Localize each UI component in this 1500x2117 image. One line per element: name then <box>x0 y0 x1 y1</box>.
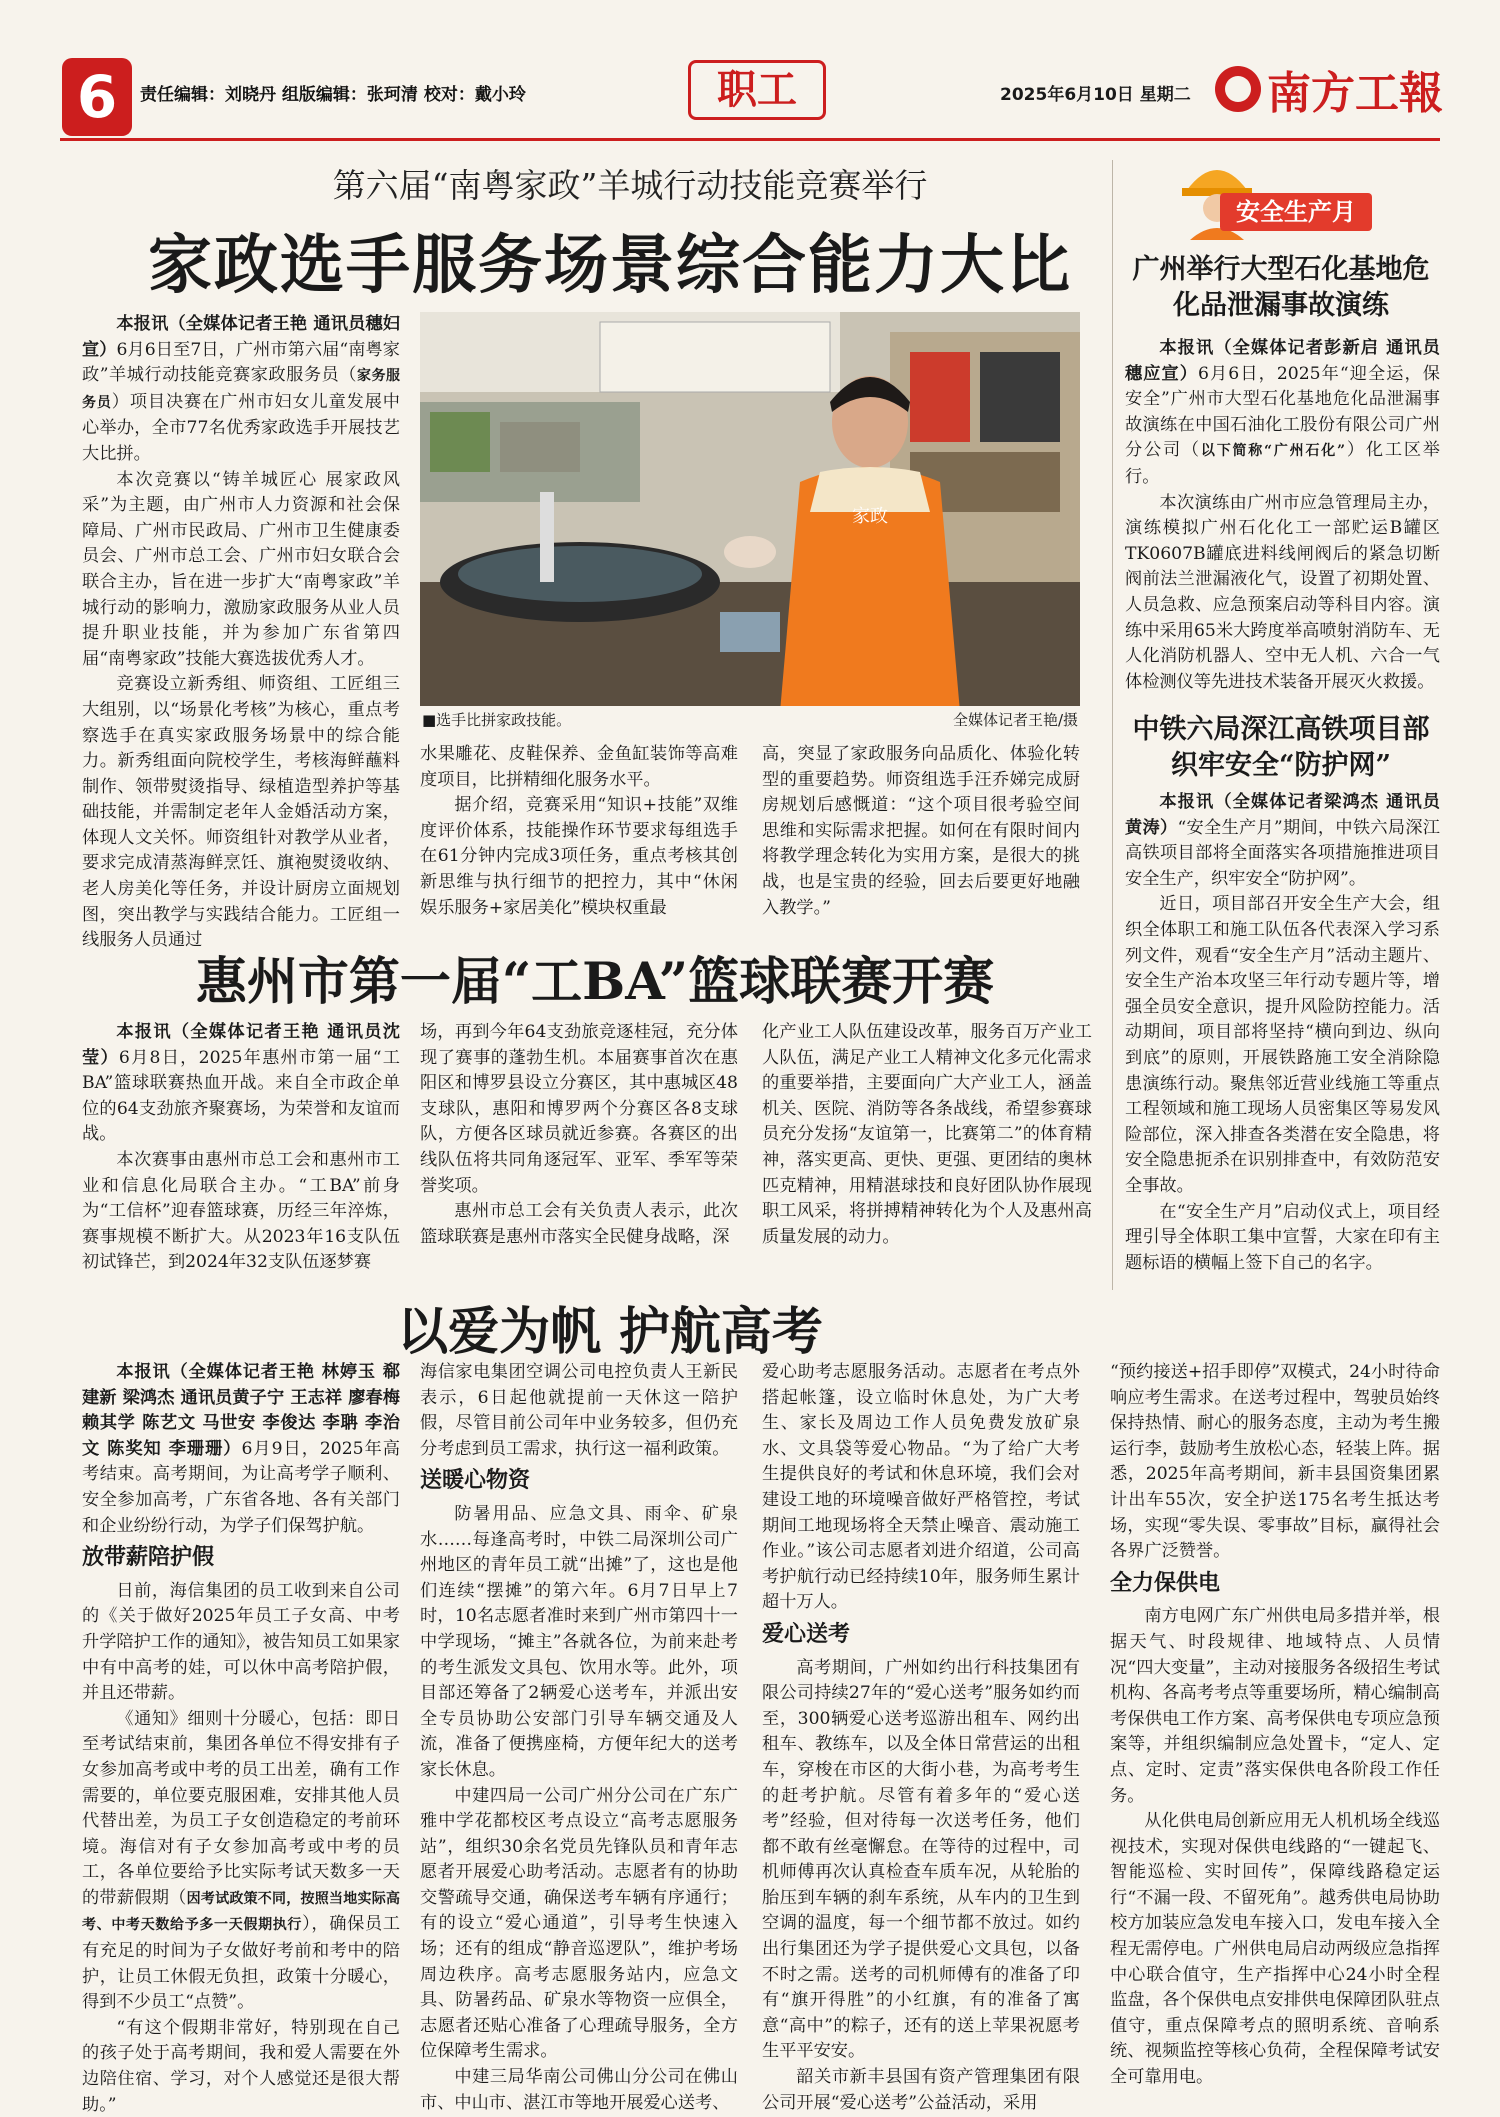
article3-byline: 本报讯（全媒体记者王艳 林婷玉 郗建新 梁鸿杰 通讯员黄子宁 王志祥 廖春梅 赖其学 陈艺文 马世安 李俊达 李聃 李治文 陈奖知 李珊珊） <box>82 1362 400 1459</box>
sidebar-article2-lead: “安全生产月”期间，中铁六局深江高铁项目部将全面落实各项措施推进项目安全生产，织牢安全“防护网”。 <box>1125 817 1440 889</box>
safety-month-badge: 安全生产月 <box>1220 193 1372 231</box>
article3-subhead-1: 放带薪陪护假 <box>82 1545 215 1571</box>
logo-text: 南方工報 <box>1267 68 1443 119</box>
article2-col2-p2: 惠州市总工会有关负责人表示，此次篮球联赛是惠州市落实全民健身战略，深 <box>420 1201 738 1247</box>
article1-col2-p1: 水果雕花、皮鞋保养、金鱼缸装饰等高难度项目，比拼精细化服务水平。 <box>420 744 738 790</box>
photo-illustration <box>420 312 1080 724</box>
sidebar-article2-body <box>1125 790 1440 1276</box>
masthead-rule <box>60 138 1440 141</box>
article1-subtitle: 第六届“南粤家政”羊城行动技能竞赛举行 <box>332 166 928 205</box>
article3-s3-p1: 高考期间，广州如约出行科技集团有限公司持续27年的“爱心送考”服务如约而至，300辆爱心送考巡游出租车、网约出租车、教练车，以及全体日常营运的出租车，穿梭在市区的大街小巷，为高考考生的赶考护航。尽管有着多年的“爱心送考”经验，但对待每一次送考任务，他们都不敢有丝毫懈怠。在等待的过程中，司机师傅再次认真检查车质车况，从轮胎的胎压到车辆的刹车系统，从车内的卫生到空调的温度，每一个细节都不放过。如约出行集团还为学子提供爱心文具包，以备不时之需。送考的司机师傅有的准备了印有“旗开得胜”的小红旗，有的准备了寓意“高中”的粽子，还有的送上苹果祝愿考生平平安安。 <box>762 1657 1080 2062</box>
sidebar-article2-byline: 本报讯（全媒体记者梁鸿杰 通讯员黄涛） <box>1125 792 1440 838</box>
article3-subhead-3: 爱心送考 <box>762 1621 851 1647</box>
article3-headline: 以爱为帆 护航高考 <box>110 1290 1110 1364</box>
article3-s1-p3: “有这个假期非常好，特别现在自己的孩子处于高考期间，我和爱人需要在外边陪住宿、学习，对个人感觉还是很大帮助。” <box>82 2017 400 2115</box>
photo-caption-bar <box>420 706 1080 733</box>
sidebar-article1-body <box>1125 336 1440 695</box>
sidebar-article1-tail: ）化工区举行。 <box>1125 440 1440 487</box>
article3-col1 <box>82 1360 400 2117</box>
article1-byline: 本报讯（全媒体记者王艳 通讯员穗妇宣） <box>82 314 400 360</box>
article3-s2-p2: 中建四局一公司广州分公司在广东广雅中学花都校区考点设立“高考志愿服务站”，组织30余名党员先锋队员和青年志愿者开展爱心助考活动。志愿者有的协助交警疏导交通，确保送考车辆有序通行；有的设立“爱心通道”，引导考生快速入场；还有的组成“静音巡逻队”，维护考场周边秩序。高考志愿服务站内，应急文具、防暑药品、矿泉水等物资一应俱全，志愿者还贴心准备了心理疏导服务，全方位保障考生需求。 <box>420 1785 738 2062</box>
article2-col1 <box>82 1020 400 1276</box>
article1-lead-note: 家务服务员 <box>82 368 400 411</box>
apron-label: 家政 <box>852 506 888 527</box>
sidebar-article1-p2: 本次演练由广州市应急管理局主办，演练模拟广州石化化工一部贮运B罐区TK0607B罐底进料线闸阀后的紧急切断阀前法兰泄漏液化气，设置了初期处置、人员急救、应急预案启动等科目内容。演练中采用65米大跨度举高喷射消防车、无人化消防机器人、空中无人机、六合一气体检测仪等先进技术装备开展灭火救援。 <box>1125 492 1440 692</box>
article3-subhead-2: 送暖心物资 <box>420 1468 531 1494</box>
article2-byline: 本报讯（全媒体记者王艳 通讯员沈莹） <box>82 1022 400 1068</box>
sidebar-article1-title: 广州举行大型石化基地危化品泄漏事故演练 <box>1132 254 1430 321</box>
newspaper-logo <box>1215 60 1443 118</box>
article1-headline: 家政选手服务场景综合能力大比 <box>148 228 1072 303</box>
sidebar-article1-byline: 本报讯（全媒体记者彭新启 通讯员穗应宣） <box>1125 338 1440 384</box>
article3-s2-p1: 防暑用品、应急文具、雨伞、矿泉水……每逢高考时，中铁二局深圳公司广州地区的青年员工就“出摊”了，这也是他们连续“摆摊”的第六年。6月7日早上7时，10名志愿者准时来到广州市第四十一中学现场，“摊主”各就各位，为前来赴考的考生派发文具包、饮用水等。此外，项目部还筹备了2辆爱心送考车，并派出安全专员协助公安部门引导车辆交通及人流，准备了便携座椅，方便年纪大的送考家长休息。 <box>420 1503 738 1780</box>
page-number: 6 <box>62 58 132 136</box>
article3-s1-p2: 《通知》细则十分暖心，包括：即日至考试结束前，集团各单位不得安排有子女参加高考或中考的员工出差，确有工作需要的，单位要克服困难，安排其他人员代替出差，为员工子女创造稳定的考前环境。海信对有子女参加高考或中考的员工，各单位要给予比实际考试天数多一天的带薪假期（ <box>82 1708 400 1908</box>
photo-caption: ■选手比拼家政技能。 <box>422 711 572 729</box>
article1-lead-tail: ）项目决赛在广州市妇女儿童发展中心举办，全市77名优秀家政选手开展技艺大比拼。 <box>82 391 400 464</box>
article2-headline: 惠州市第一届“工BA”篮球联赛开赛 <box>195 952 995 1012</box>
article2-lead: 6月8日，2025年惠州市第一届“工BA”篮球联赛热血开战。来自全市政企单位的64支劲旅齐聚赛场，为荣誉和友谊而战。 <box>82 1047 400 1145</box>
sidebar-divider <box>1112 160 1113 1290</box>
article2-col2-p1: 场，再到今年64支劲旅竞逐桂冠，充分体现了赛事的蓬勃生机。本届赛事首次在惠阳区和博罗县设立分赛区，其中惠城区48支球队，惠阳和博罗两个分赛区各8支球队，方便各区球员就近参赛。各赛区的出线队伍将共同角逐冠军、亚军、季军等荣誉奖项。 <box>420 1022 738 1196</box>
article1-p2: 本次竞赛以“铸羊城匠心 展家政风采”为主题，由广州市人力资源和社会保障局、广州市民政局、广州市卫生健康委员会、广州市总工会、广州市妇女联合会联合主办，旨在进一步扩大“南粤家政”羊城行动的影响力，激励家政服务从业人员提升职业技能，并为参加广东省第四届“南粤家政”技能大赛选拔优秀人才。 <box>82 469 400 669</box>
article1-p3: 竞赛设立新秀组、师资组、工匠组三大组别，以“场景化考核”为核心，重点考察选手在真实家政服务场景中的综合能力。新秀组面向院校学生，考核海鲜蘸料制作、领带熨烫指导、绿植造型养护等基础技能，并需制定老年人金婚活动方案，体现人文关怀。师资组针对教学从业者，要求完成清蒸海鲜烹饪、旗袍熨烫收纳、老人房美化等任务，并设计厨房立面规划图，突出教学与实践结合能力。工匠组一线服务人员通过 <box>82 674 400 951</box>
section-tag: 职工 <box>688 60 826 120</box>
article2-col2 <box>420 1020 738 1250</box>
article3-s4-p2: 从化供电局创新应用无人机机场全线巡视技术，实现对保供电线路的“一键起飞、智能巡检、实时回传”，保障线路稳定运行“不漏一段、不留死角”。越秀供电局协助校方加装应急发电车接入口，发电车接入全程无需停电。广州供电局启动两级应急指挥中心联合值守，生产指挥中心24小时全程监盘，各个保供电点安排供电保障团队驻点值守，重点保障考点的照明系统、音响系统、视频监控等核心负荷，全程保障考试安全可靠用电。 <box>1110 1811 1440 2088</box>
sidebar-article2-title: 中铁六局深江高铁项目部织牢安全“防护网” <box>1132 714 1430 781</box>
article3-subhead-4: 全力保供电 <box>1110 1570 1221 1596</box>
article3-col2-top: 海信家电集团空调公司电控负责人王新民表示，6日起他就提前一天休这一陪护假，尽管目前公司年中业务较多，但仍充分考虑到员工需求，执行这一福利政策。 <box>420 1362 738 1459</box>
article3-s3-p2: 韶关市新丰县国有资产管理集团有限公司开展“爱心送考”公益活动，采用 <box>762 2067 1080 2113</box>
article3-col4 <box>1110 1360 1440 2091</box>
sidebar-article2-p2: 近日，项目部召开安全生产大会，组织全体职工和施工队伍各代表深入学习系列文件，观看“安全生产月”活动主题片、安全生产治本攻坚三年行动专题片等，增强全员安全意识，提升风险防控能力。活动期间，项目部将坚持“横向到边、纵向到底”的原则，开展铁路施工安全消除隐患演练行动。聚焦邻近营业线施工等重点工程领域和施工现场人员密集区等易发风险部位，深入排查各类潜在安全隐患，将安全隐患扼杀在识别排查中，有效防范安全事故。 <box>1125 894 1440 1196</box>
article2-p2: 本次赛事由惠州市总工会和惠州市工业和信息化局联合主办。“工BA”前身为“工信杯”迎春篮球赛，历经三年淬炼，赛事规模不断扩大。从2023年16支队伍初试锋芒，到2024年32支队伍逐梦赛 <box>82 1149 400 1273</box>
article3-s1-note: 因考试政策不同，按照当地实际高考、中考天数给予多一天假期执行 <box>82 1890 400 1934</box>
article1-photo <box>420 312 1080 724</box>
sidebar-article1-lead: 6月6日，2025年“迎全运，保安全”广州市大型石化基地危化品泄漏事故演练在中国石油化工股份有限公司广州分公司（ <box>1125 363 1440 461</box>
article3-s1-p2-tail: ），确保员工有充足的时间为子女做好考前和考中的陪护，让员工休假无负担，政策十分暖心，得到不少员工“点赞”。 <box>82 1914 401 2013</box>
logo-mark-icon <box>1215 66 1261 112</box>
article3-s2-p3: 中建三局华南公司佛山分公司在佛山市、中山市、湛江市等地开展爱心送考、 <box>420 2067 738 2113</box>
sidebar-article1-note: 以下简称“广州石化” <box>1200 443 1346 460</box>
editor-credits: 责任编辑：刘晓丹 组版编辑：张珂清 校对：戴小玲 <box>140 85 526 105</box>
article3-col3 <box>762 1360 1080 2116</box>
article2-col3 <box>762 1020 1092 1250</box>
article3-col2 <box>420 1360 738 2116</box>
sidebar-article2-p3: 在“安全生产月”启动仪式上，项目经理引导全体职工集中宣誓，大家在印有主题标语的横幅上签下自己的名字。 <box>1125 1201 1440 1273</box>
article1-lead: 6月6日至7日，广州市第六届“南粤家政”羊城行动技能竞赛家政服务员（ <box>82 339 400 386</box>
article1-col2 <box>420 742 738 921</box>
article3-s4-p1: 南方电网广东广州供电局多措并举，根据天气、时段规律、地域特点、人员情况“四大变量”，主动对接服务各级招生考试机构、各高考考点等重要场所，精心编制高考保供电工作方案、高考保供电专项应急预案等，并组织编制应急处置卡，“定人、定点、定时、定责”落实保供电各阶段工作任务。 <box>1110 1606 1440 1806</box>
article3-col3-top: 爱心助考志愿服务活动。志愿者在考点外搭起帐篷，设立临时休息处，为广大考生、家长及周边工作人员免费发放矿泉水、文具袋等爱心物品。“为了给广大考生提供良好的考试和休息环境，我们会对建设工地的环境噪音做好严格管控，考试期间工地现场将全天禁止噪音、震动施工作业。”该公司志愿者刘进介绍道，公司高考护航行动已经持续10年，服务师生累计超十万人。 <box>762 1362 1080 1613</box>
article1-col2-p2: 据介绍，竞赛采用“知识+技能”双维度评价体系，技能操作环节要求每组选手在61分钟内完成3项任务，重点考核其创新思维与执行细节的把控力，其中“休闲娱乐服务+家居美化”模块权重最 <box>420 795 738 918</box>
issue-date: 2025年6月10日 星期二 <box>1000 85 1191 105</box>
article3-lead: 6月9日，2025年高考结束。高考期间，为让高考学子顺利、安全参加高考，广东省各地、各有关部门和企业纷纷行动，为学子们保驾护航。 <box>82 1438 400 1536</box>
article1-col3 <box>762 742 1080 921</box>
article3-col4-top: “预约接送+招手即停”双模式，24小时待命响应考生需求。在送考过程中，驾驶员始终保持热情、耐心的服务态度，主动为考生搬运行李，鼓励考生放松心态，轻装上阵。据悉，2025年高考期间，新丰县国资集团累计出车55次，安全护送175名考生抵达考场，实现“零失误、零事故”目标，赢得社会各界广泛赞誉。 <box>1110 1362 1440 1562</box>
article1-col3-p1: 高，突显了家政服务向品质化、体验化转型的重要趋势。师资组选手汪乔娣完成厨房规划后感慨道：“这个项目很考验空间思维和实际需求把握。如何在有限时间内将教学理念转化为实用方案，是很大的挑战，也是宝贵的经验，回去后要更好地融入教学。” <box>762 744 1080 918</box>
photo-credit: 全媒体记者王艳/摄 <box>952 711 1078 729</box>
article3-s1-p1: 日前，海信集团的员工收到来自公司的《关于做好2025年员工子女高、中考升学陪护工作的通知》，被告知员工如果家中有中高考的娃，可以休中高考陪护假，并且还带薪。 <box>82 1580 400 1704</box>
article2-col3-p1: 化产业工人队伍建设改革，服务百万产业工人队伍，满足产业工人精神文化多元化需求的重要举措，主要面向广大产业工人，涵盖机关、医院、消防等各条战线，希望参赛球员充分发扬“友谊第一，比赛第二”的体育精神，落实更高、更快、更强、更团结的奥林匹克精神，用精湛球技和良好团队协作展现职工风采，将拼搏精神转化为个人及惠州高质量发展的动力。 <box>762 1022 1092 1247</box>
article1-col1 <box>82 312 400 954</box>
